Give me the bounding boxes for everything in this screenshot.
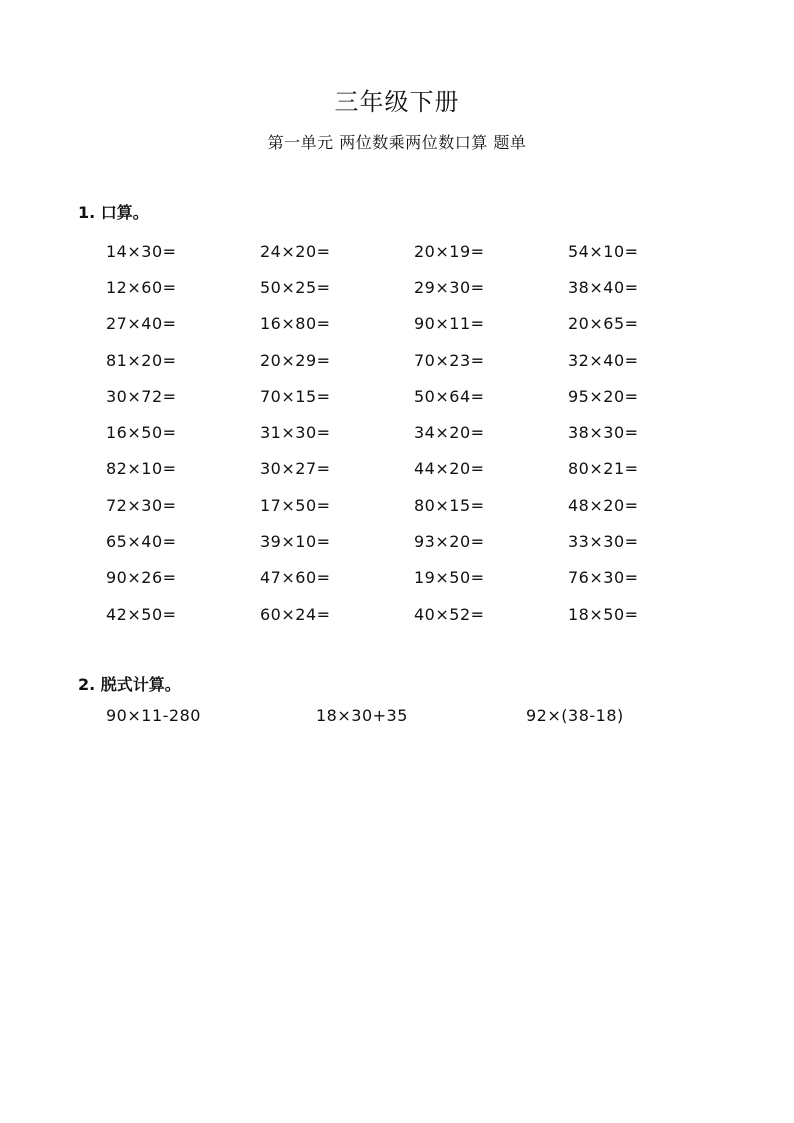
oral-problem: 50×25= (260, 277, 331, 297)
oral-problem: 18×50= (568, 604, 639, 624)
oral-problem: 72×30= (106, 495, 177, 515)
oral-problem: 60×24= (260, 604, 331, 624)
oral-problem: 19×50= (414, 568, 485, 588)
oral-problem: 54×10= (568, 241, 639, 261)
oral-problem: 20×19= (414, 241, 485, 261)
oral-problem: 70×15= (260, 386, 331, 406)
oral-problem: 16×80= (260, 314, 331, 334)
oral-problem: 20×29= (260, 350, 331, 370)
oral-problem: 80×21= (568, 459, 639, 479)
oral-problem: 32×40= (568, 350, 639, 370)
stepwise-problem: 92×(38-18) (526, 706, 624, 725)
oral-problem: 42×50= (106, 604, 177, 624)
oral-problem: 90×11= (414, 314, 485, 334)
oral-problem: 33×30= (568, 532, 639, 552)
oral-problem: 31×30= (260, 423, 331, 443)
oral-problem: 27×40= (106, 314, 177, 334)
oral-problem-grid (106, 233, 722, 632)
oral-problem: 48×20= (568, 495, 639, 515)
oral-problem: 17×50= (260, 495, 331, 515)
oral-problem: 16×50= (106, 423, 177, 443)
oral-problem: 81×20= (106, 350, 177, 370)
section-heading-oral: 1. 口算。 (78, 203, 149, 222)
oral-problem: 14×30= (106, 241, 177, 261)
oral-problem: 30×27= (260, 459, 331, 479)
oral-problem: 40×52= (414, 604, 485, 624)
page-subtitle: 第一单元 两位数乘两位数口算 题单 (267, 133, 527, 152)
stepwise-problem: 18×30+35 (316, 706, 408, 725)
oral-problem: 12×60= (106, 277, 177, 297)
oral-problem: 70×23= (414, 350, 485, 370)
oral-problem: 44×20= (414, 459, 485, 479)
oral-problem: 29×30= (414, 277, 485, 297)
oral-problem: 82×10= (106, 459, 177, 479)
oral-problem: 90×26= (106, 568, 177, 588)
stepwise-problem: 90×11-280 (106, 706, 201, 725)
page-title: 三年级下册 (334, 88, 460, 116)
oral-problem: 95×20= (568, 386, 639, 406)
oral-problem: 93×20= (414, 532, 485, 552)
oral-problem: 20×65= (568, 314, 639, 334)
oral-problem: 47×60= (260, 568, 331, 588)
oral-problem: 50×64= (414, 386, 485, 406)
oral-problem: 38×30= (568, 423, 639, 443)
oral-problem: 65×40= (106, 532, 177, 552)
oral-problem: 24×20= (260, 241, 331, 261)
oral-problem: 80×15= (414, 495, 485, 515)
oral-problem: 39×10= (260, 532, 331, 552)
section-heading-stepwise: 2. 脱式计算。 (78, 675, 181, 694)
oral-problem: 38×40= (568, 277, 639, 297)
oral-problem: 34×20= (414, 423, 485, 443)
oral-problem: 76×30= (568, 568, 639, 588)
oral-problem: 30×72= (106, 386, 177, 406)
stepwise-problem-row (0, 706, 794, 730)
